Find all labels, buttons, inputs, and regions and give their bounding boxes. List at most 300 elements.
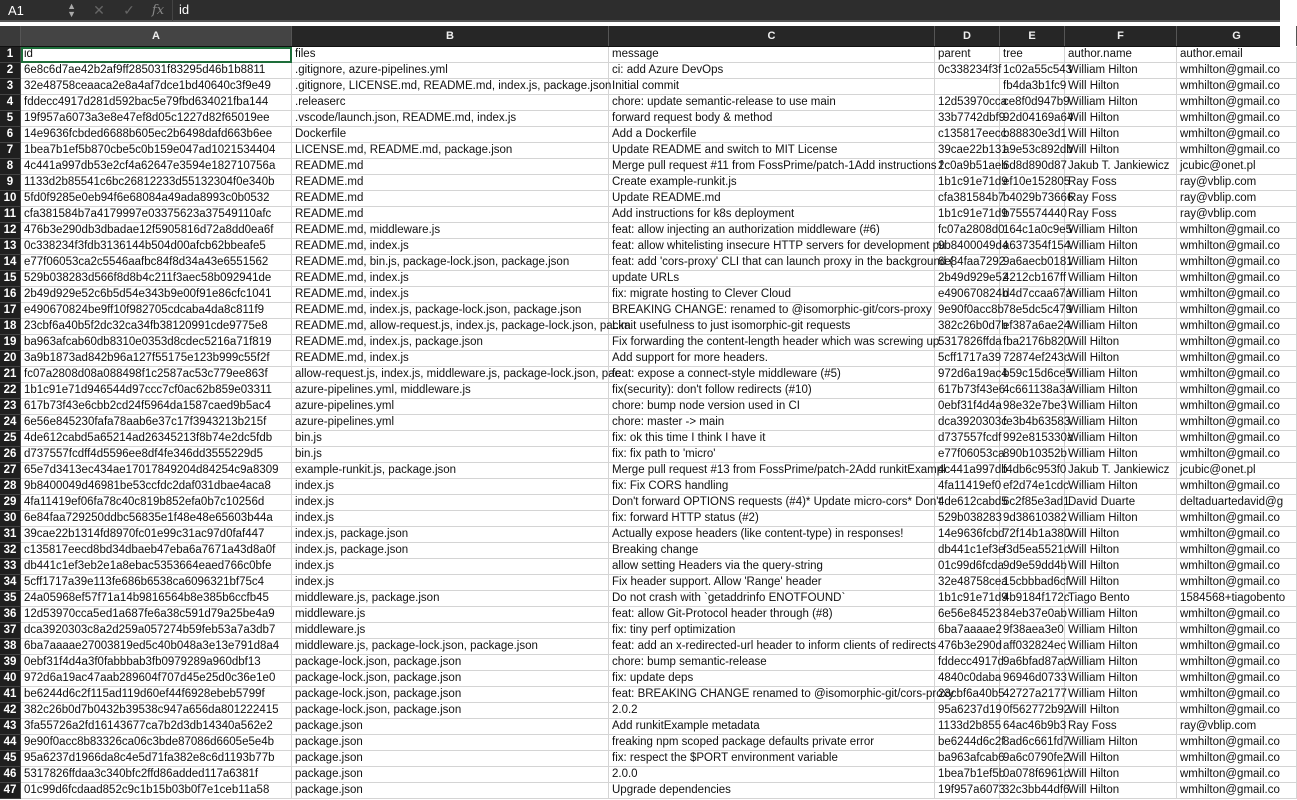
cell[interactable]: ray@vblip.com [1177,191,1297,207]
cell[interactable]: William Hilton [1065,671,1177,687]
row-number[interactable]: 15 [0,271,21,287]
cell[interactable]: d4d7ccaa67a [1000,287,1065,303]
cell[interactable]: wmhilton@gmail.co [1177,607,1297,623]
row-number[interactable]: 22 [0,383,21,399]
cell[interactable]: 4fa11419ef0 [935,479,1000,495]
cell[interactable]: 01c99d6fcda [935,559,1000,575]
cell[interactable]: e77f06053ca [935,447,1000,463]
row-number[interactable]: 29 [0,495,21,511]
cell[interactable]: 1bea7b1ef5b870cbe5c0b159e047ad1021534404 [21,143,292,159]
cell[interactable]: William Hilton [1065,655,1177,671]
cell[interactable]: db441c1ef3e [935,543,1000,559]
cell[interactable]: chore: bump semantic-release [609,655,935,671]
cell[interactable]: 4c441a997db53e2cf4a62647e3594e182710756a [21,159,292,175]
cell[interactable]: cfa381584b7a4179997e03375623a37549110afc [21,207,292,223]
cell[interactable]: 9d9e59dd4b [1000,559,1065,575]
cell[interactable]: 2.0.2 [609,703,935,719]
cell[interactable]: feat: add 'cors-proxy' CLI that can launch proxy in the background ( [609,255,935,271]
cell[interactable]: William Hilton [1065,303,1177,319]
cell[interactable]: wmhilton@gmail.co [1177,223,1297,239]
cell[interactable]: index.js, package.json [292,543,609,559]
cell[interactable]: Will Hilton [1065,575,1177,591]
cell[interactable]: William Hilton [1065,511,1177,527]
cell[interactable]: 972d6a19ac4 [935,367,1000,383]
cell[interactable]: middleware.js, package.json [292,591,609,607]
cell[interactable]: 4c441a997db [935,463,1000,479]
column-header-e[interactable]: E [1000,26,1065,46]
cell[interactable]: bin.js [292,431,609,447]
row-number[interactable]: 5 [0,111,21,127]
cell[interactable]: 32e48758ceaaca2e8a4af7dce1bd40640c3f9e49 [21,79,292,95]
cell[interactable]: package.json [292,735,609,751]
cell[interactable]: wmhilton@gmail.co [1177,447,1297,463]
row-number[interactable]: 21 [0,367,21,383]
cell[interactable]: Will Hilton [1065,351,1177,367]
cell[interactable]: Will Hilton [1065,143,1177,159]
cell[interactable]: wmhilton@gmail.co [1177,751,1297,767]
cell[interactable]: package-lock.json, package.json [292,655,609,671]
row-number[interactable]: 47 [0,783,21,799]
cell[interactable]: 9e90f0acc8b83326ca06c3bde87086d6605e5e4b [21,735,292,751]
cell[interactable]: d737557fcdff4d5596ee8df4fe346dd3555229d5 [21,447,292,463]
cell[interactable]: wmhilton@gmail.co [1177,543,1297,559]
cell[interactable]: wmhilton@gmail.co [1177,143,1297,159]
cell[interactable]: index.js [292,495,609,511]
cell[interactable]: 1133d2b855 [935,719,1000,735]
cell[interactable]: 476b3e290d [935,639,1000,655]
cell[interactable]: b59c15d6ce5 [1000,367,1065,383]
cell[interactable]: 6e56e84523 [935,607,1000,623]
row-number[interactable]: 27 [0,463,21,479]
cell[interactable]: wmhilton@gmail.co [1177,575,1297,591]
cell[interactable]: Will Hilton [1065,335,1177,351]
row-number[interactable]: 45 [0,751,21,767]
cell[interactable]: fix: migrate hosting to Clever Cloud [609,287,935,303]
cell[interactable]: William Hilton [1065,271,1177,287]
cell[interactable]: Will Hilton [1065,559,1177,575]
cell[interactable]: 3fa55726a2fd16143677ca7b2d3db14340a562e2 [21,719,292,735]
cell[interactable]: Merge pull request #11 from FossPrime/patch-1Add instructions f [609,159,935,175]
row-number[interactable]: 30 [0,511,21,527]
cell[interactable]: Add instructions for k8s deployment [609,207,935,223]
cell[interactable]: 23cbf6a40b5 [935,687,1000,703]
cell[interactable]: be6244d6c2f115ad119d60ef44f6928ebeb5799f [21,687,292,703]
cell[interactable]: bin.js [292,447,609,463]
cell[interactable]: package.json [292,767,609,783]
cell[interactable]: 4840c0daba [935,671,1000,687]
cell[interactable]: 4212cb167ff [1000,271,1065,287]
cell[interactable]: wmhilton@gmail.co [1177,351,1297,367]
cell[interactable]: index.js [292,575,609,591]
cell[interactable]: Update README and switch to MIT License [609,143,935,159]
formula-input[interactable]: id [172,0,1280,21]
cell[interactable]: 382c26b0d7b0432b39538c947a656da801222415 [21,703,292,719]
cell[interactable]: 9b8400049d4 [935,239,1000,255]
cell[interactable]: wmhilton@gmail.co [1177,783,1297,799]
cell[interactable]: 992e815330a [1000,431,1065,447]
cell[interactable]: 1b1c91e71d9 [935,175,1000,191]
cell[interactable]: fix: Fix CORS handling [609,479,935,495]
cell[interactable]: index.js [292,559,609,575]
cell[interactable]: azure-pipelines.yml [292,415,609,431]
cell[interactable]: William Hilton [1065,687,1177,703]
cell[interactable]: cfa381584b7 [935,191,1000,207]
cell[interactable]: fix(security): don't follow redirects (#10) [609,383,935,399]
name-box-stepper-icon[interactable]: ▲ ▼ [67,1,76,19]
row-number[interactable]: 1 [0,47,21,63]
cell[interactable]: f3d5ea5521c [1000,543,1065,559]
row-number[interactable]: 46 [0,767,21,783]
cell[interactable]: azure-pipelines.yml [292,399,609,415]
cell[interactable]: .releaserc [292,95,609,111]
cell[interactable]: 1c02a55c543 [1000,63,1065,79]
cell[interactable]: wmhilton@gmail.co [1177,735,1297,751]
cell[interactable]: 9d38610382 [1000,511,1065,527]
cell[interactable]: chore: update semantic-release to use main [609,95,935,111]
cell[interactable]: wmhilton@gmail.co [1177,559,1297,575]
row-number[interactable]: 12 [0,223,21,239]
cell[interactable]: 14e9636fcbded6688b605ec2b6498dafd663b6ee [21,127,292,143]
cell[interactable]: 0a078f6961c [1000,767,1065,783]
cell[interactable]: b755574440 [1000,207,1065,223]
cell[interactable]: 64ac46b9b3 [1000,719,1065,735]
cell[interactable]: William Hilton [1065,735,1177,751]
cell[interactable]: fc07a2808d08a088498f1c2587ac53c779ee863f [21,367,292,383]
cell[interactable]: wmhilton@gmail.co [1177,383,1297,399]
cell[interactable]: wmhilton@gmail.co [1177,63,1297,79]
cell[interactable]: 1b1c91e71d946544d97ccc7cf0ac62b859e03311 [21,383,292,399]
cell[interactable]: wmhilton@gmail.co [1177,511,1297,527]
cell[interactable]: William Hilton [1065,63,1177,79]
function-icon[interactable]: fx [151,2,165,18]
cell[interactable] [935,79,1000,95]
cell[interactable]: allow setting Headers via the query-string [609,559,935,575]
cell[interactable]: wmhilton@gmail.co [1177,335,1297,351]
cell[interactable]: 32e48758cea [935,575,1000,591]
cell[interactable]: 24a05968ef57f71a14b9816564b8e385b6ccfb45 [21,591,292,607]
cell[interactable]: Fix header support. Allow 'Range' header [609,575,935,591]
cell[interactable]: Don't forward OPTIONS requests (#4)* Update micro-cors* Don't [609,495,935,511]
cell[interactable]: 9a6c0790fe2 [1000,751,1065,767]
row-number[interactable]: 35 [0,591,21,607]
cell[interactable]: fix: forward HTTP status (#2) [609,511,935,527]
cell[interactable]: 0ebf31f4d4a3f0fabbbab3fb0979289a960dbf13 [21,655,292,671]
cell[interactable]: index.js, package.json [292,527,609,543]
cell[interactable]: README.md [292,191,609,207]
row-number[interactable]: 23 [0,399,21,415]
cell[interactable]: e490670824b [935,287,1000,303]
cell[interactable]: b4029b73666 [1000,191,1065,207]
cell[interactable]: 92d04169a64 [1000,111,1065,127]
cell[interactable]: 1bea7b1ef5b [935,767,1000,783]
row-number[interactable]: 25 [0,431,21,447]
cell[interactable]: Fix forwarding the content-length header which was screwing up [609,335,935,351]
cell[interactable]: wmhilton@gmail.co [1177,703,1297,719]
row-number[interactable]: 14 [0,255,21,271]
cell[interactable]: Will Hilton [1065,751,1177,767]
cell[interactable]: wmhilton@gmail.co [1177,479,1297,495]
header-cell[interactable]: author.name [1065,47,1177,63]
cell[interactable]: 96946d0733 [1000,671,1065,687]
header-cell[interactable]: parent [935,47,1000,63]
cell[interactable]: 4de612cabd5 [935,495,1000,511]
cell[interactable]: ef10e152805 [1000,175,1065,191]
row-number[interactable]: 10 [0,191,21,207]
cell[interactable]: chore: bump node version used in CI [609,399,935,415]
cell[interactable]: William Hilton [1065,607,1177,623]
cell[interactable]: 9f38aea3e0 [1000,623,1065,639]
cell[interactable]: 12d53970cca5ed1a687fe6a38c591d79a25be4a9 [21,607,292,623]
row-number[interactable]: 7 [0,143,21,159]
cell[interactable]: dca3920303c [935,415,1000,431]
cell[interactable]: jcubic@onet.pl [1177,159,1297,175]
row-number[interactable]: 37 [0,623,21,639]
cell[interactable]: William Hilton [1065,399,1177,415]
cell[interactable]: 0c338234f3fdb3136144b504d00afcb62bbeafe5 [21,239,292,255]
header-cell[interactable]: author.email [1177,47,1297,63]
row-number[interactable]: 6 [0,127,21,143]
cell[interactable]: 6e56e845230fafa78aab6e37c17f3943213b215f [21,415,292,431]
cell[interactable]: feat: add an x-redirected-url header to inform clients of redirects [609,639,935,655]
cell[interactable]: Add a Dockerfile [609,127,935,143]
row-number[interactable]: 43 [0,719,21,735]
cell[interactable]: middleware.js [292,623,609,639]
cell[interactable]: 5cff1717a39e113fe686b6538ca6096321bf75c4 [21,575,292,591]
cell[interactable]: README.md, index.js [292,239,609,255]
cell[interactable]: README.md, index.js, package-lock.json, package.json [292,303,609,319]
cell[interactable]: 1b1c91e71d9 [935,207,1000,223]
cell[interactable]: freaking npm scoped package defaults private error [609,735,935,751]
cell[interactable]: 19f957a6073a3e8e47ef8d05c1227d82f65019ee [21,111,292,127]
cell[interactable]: 33b7742dbf9 [935,111,1000,127]
cell[interactable]: Dockerfile [292,127,609,143]
row-number[interactable]: 31 [0,527,21,543]
row-number[interactable]: 17 [0,303,21,319]
cell[interactable]: example-runkit.js, package.json [292,463,609,479]
cell[interactable]: README.md, index.js [292,351,609,367]
cell[interactable]: package-lock.json, package.json [292,671,609,687]
cell[interactable]: LICENSE.md, README.md, package.json [292,143,609,159]
cell[interactable]: d737557fcdf [935,431,1000,447]
cell[interactable]: ray@vblip.com [1177,207,1297,223]
cell[interactable]: fix: update deps [609,671,935,687]
cell[interactable]: 6e84faa7292 [935,255,1000,271]
cell[interactable]: William Hilton [1065,639,1177,655]
header-cell[interactable]: tree [1000,47,1065,63]
cell[interactable]: 164c1a0c9e5 [1000,223,1065,239]
cell[interactable]: fddecc4917d281d592bac5e79fbd634021fba144 [21,95,292,111]
row-number[interactable]: 40 [0,671,21,687]
cell[interactable]: README.md [292,159,609,175]
row-number[interactable]: 18 [0,319,21,335]
confirm-check-icon[interactable]: ✓ [123,1,135,18]
cell[interactable]: feat: allow injecting an authorization middleware (#6) [609,223,935,239]
row-number[interactable]: 32 [0,543,21,559]
cell[interactable]: forward request body & method [609,111,935,127]
column-header-b[interactable]: B [292,26,609,46]
row-number[interactable]: 38 [0,639,21,655]
cell[interactable]: c135817eecd8bd34dbaeb47eba6a7671a43d8a0f [21,543,292,559]
cell[interactable]: 2c0a9b51aeb [935,159,1000,175]
cell[interactable]: 4fa11419ef06fa78c40c819b852efa0b7c10256d [21,495,292,511]
cell[interactable]: William Hilton [1065,415,1177,431]
header-cell[interactable]: files [292,47,609,63]
row-number[interactable]: 39 [0,655,21,671]
cell[interactable]: 14e9636fcbd [935,527,1000,543]
cell[interactable]: 6c2f85e3ad1 [1000,495,1065,511]
row-number[interactable]: 8 [0,159,21,175]
row-number[interactable]: 11 [0,207,21,223]
row-number[interactable]: 34 [0,575,21,591]
cell[interactable]: 98e32e7be3 [1000,399,1065,415]
row-number[interactable]: 3 [0,79,21,95]
cell[interactable]: azure-pipelines.yml, middleware.js [292,383,609,399]
cell[interactable]: 617b73f43e6 [935,383,1000,399]
cell[interactable]: 890b10352b [1000,447,1065,463]
cell[interactable]: 6e84faa729250ddbc56835e1f48e48e65603b44a [21,511,292,527]
cell[interactable]: William Hilton [1065,287,1177,303]
cell[interactable]: Jakub T. Jankiewicz [1065,159,1177,175]
cell[interactable]: 9a6aecb0181 [1000,255,1065,271]
cell[interactable]: Ray Foss [1065,719,1177,735]
cell[interactable]: 78e5dc5c479 [1000,303,1065,319]
cell[interactable]: fc07a2808d0 [935,223,1000,239]
cell[interactable]: 0c338234f3f [935,63,1000,79]
cell[interactable]: David Duarte [1065,495,1177,511]
cell[interactable]: wmhilton@gmail.co [1177,239,1297,255]
row-number[interactable]: 2 [0,63,21,79]
cell[interactable]: 2.0.0 [609,767,935,783]
cell[interactable]: middleware.js [292,607,609,623]
cell[interactable]: William Hilton [1065,255,1177,271]
cell[interactable]: Breaking change [609,543,935,559]
cell[interactable]: Do not crash with `getaddrinfo ENOTFOUND` [609,591,935,607]
row-number[interactable]: 41 [0,687,21,703]
cell[interactable]: William Hilton [1065,383,1177,399]
cell[interactable]: .gitignore, LICENSE.md, README.md, index.js, package.json [292,79,609,95]
cell[interactable]: README.md, bin.js, package-lock.json, package.json [292,255,609,271]
cell[interactable]: wmhilton@gmail.co [1177,271,1297,287]
cell[interactable]: William Hilton [1065,319,1177,335]
cell[interactable]: 23cbf6a40b5f2dc32ca34fb38120991cde9775e8 [21,319,292,335]
cell[interactable]: deltaduartedavid@g [1177,495,1297,511]
cell[interactable]: William Hilton [1065,239,1177,255]
cell[interactable]: wmhilton@gmail.co [1177,255,1297,271]
cell[interactable]: ef387a6ae24 [1000,319,1065,335]
cell[interactable]: fix: tiny perf optimization [609,623,935,639]
cell[interactable]: Add runkitExample metadata [609,719,935,735]
cell[interactable]: ray@vblip.com [1177,719,1297,735]
cell[interactable]: 529b038283 [935,511,1000,527]
cell[interactable]: Update README.md [609,191,935,207]
cell[interactable]: fix: ok this time I think I have it [609,431,935,447]
column-header-f[interactable]: F [1065,26,1177,46]
column-header-g[interactable]: G [1177,26,1297,46]
cell[interactable]: aff032824ec [1000,639,1065,655]
cell[interactable]: BREAKING CHANGE: renamed to @isomorphic-git/cors-proxy [609,303,935,319]
cell[interactable]: db441c1ef3eb2e1a8ebac5353664eaed766c0bfe [21,559,292,575]
cell[interactable]: 476b3e290db3dbadae12f5905816d72a8dd0ea6f [21,223,292,239]
column-header-a[interactable]: A [21,26,292,46]
cell[interactable]: Upgrade dependencies [609,783,935,799]
cell[interactable]: 32c3bb44df6 [1000,783,1065,799]
cell[interactable]: William Hilton [1065,223,1177,239]
row-number[interactable]: 42 [0,703,21,719]
cell[interactable]: wmhilton@gmail.co [1177,95,1297,111]
cell[interactable]: b88830e3d1 [1000,127,1065,143]
cell[interactable]: Will Hilton [1065,111,1177,127]
cell[interactable]: 42727a2177 [1000,687,1065,703]
row-number[interactable]: 19 [0,335,21,351]
cell[interactable]: 72874ef243c [1000,351,1065,367]
cell[interactable]: wmhilton@gmail.co [1177,687,1297,703]
cell[interactable]: README.md [292,175,609,191]
cell[interactable]: 6ba7aaaae2 [935,623,1000,639]
cell[interactable]: 5fd0f9285e0eb94f6e68084a49ada8993c0b0532 [21,191,292,207]
cell[interactable]: wmhilton@gmail.co [1177,319,1297,335]
cell[interactable]: fba2176b820 [1000,335,1065,351]
header-cell[interactable]: id [21,47,292,63]
cell[interactable]: wmhilton@gmail.co [1177,527,1297,543]
cell[interactable]: 3a9b1873ad842b96a127f55175e123b999c55f2f [21,351,292,367]
cell[interactable]: Ray Foss [1065,175,1177,191]
cell[interactable]: 5cff1717a39 [935,351,1000,367]
cell[interactable]: jcubic@onet.pl [1177,463,1297,479]
cell[interactable]: wmhilton@gmail.co [1177,671,1297,687]
cell[interactable]: README.md, middleware.js [292,223,609,239]
cell[interactable]: feat: BREAKING CHANGE renamed to @isomorphic-git/cors-proxy [609,687,935,703]
cell[interactable]: Initial commit [609,79,935,95]
cell[interactable]: 9a6bfad87ac [1000,655,1065,671]
cell[interactable]: 5317826ffda [935,335,1000,351]
cell[interactable]: Limit usefulness to just isomorphic-git requests [609,319,935,335]
cell[interactable]: 6ba7aaaae27003819ed5c40b048a3e13e791d8a4 [21,639,292,655]
cell[interactable]: 65e7d3413ec434ae17017849204d84254c9a8309 [21,463,292,479]
cell[interactable]: 6d8d890d87 [1000,159,1065,175]
cell[interactable]: 9b8400049d46981be53ccfdc2daf031dbae4aca8 [21,479,292,495]
cell[interactable]: 529b038283d566f8d8b4c211f3aec58b092941de [21,271,292,287]
cell[interactable]: wmhilton@gmail.co [1177,655,1297,671]
cell[interactable]: 2b49d929e52 [935,271,1000,287]
cell[interactable]: 8ad6c661fd7 [1000,735,1065,751]
cell[interactable]: wmhilton@gmail.co [1177,623,1297,639]
cell[interactable]: 4b9184f172c [1000,591,1065,607]
column-header-d[interactable]: D [935,26,1000,46]
cell[interactable]: 1b1c91e71d9 [935,591,1000,607]
cell[interactable]: 6e8c6d7ae42b2af9ff285031f83295d46b1b8811 [21,63,292,79]
cell[interactable]: fix: respect the $PORT environment variable [609,751,935,767]
cell[interactable]: William Hilton [1065,95,1177,111]
cell[interactable]: 15cbbbad6cf [1000,575,1065,591]
cell[interactable]: William Hilton [1065,367,1177,383]
cell[interactable]: 72f14b1a380 [1000,527,1065,543]
cell[interactable]: William Hilton [1065,479,1177,495]
cell[interactable]: wmhilton@gmail.co [1177,79,1297,95]
cell[interactable]: dca3920303c8a2d259a057274b59feb53a7a3db7 [21,623,292,639]
cell[interactable]: wmhilton@gmail.co [1177,415,1297,431]
cell[interactable]: 2b49d929e52c6b5d54e343b9e00f91e86cfc1041 [21,287,292,303]
cell[interactable]: wmhilton@gmail.co [1177,767,1297,783]
cell[interactable]: Create example-runkit.js [609,175,935,191]
cell[interactable]: chore: master -> main [609,415,935,431]
cell[interactable]: 95a6237d1966da8c4e5d71fa382e8c6d1193b77b [21,751,292,767]
cell[interactable]: Will Hilton [1065,767,1177,783]
cell[interactable]: .vscode/launch.json, README.md, index.js [292,111,609,127]
cell[interactable]: Merge pull request #13 from FossPrime/patch-2Add runkitExampl [609,463,935,479]
cell[interactable]: Actually expose headers (like content-type) in responses! [609,527,935,543]
cell[interactable]: Ray Foss [1065,191,1177,207]
cell[interactable]: William Hilton [1065,431,1177,447]
